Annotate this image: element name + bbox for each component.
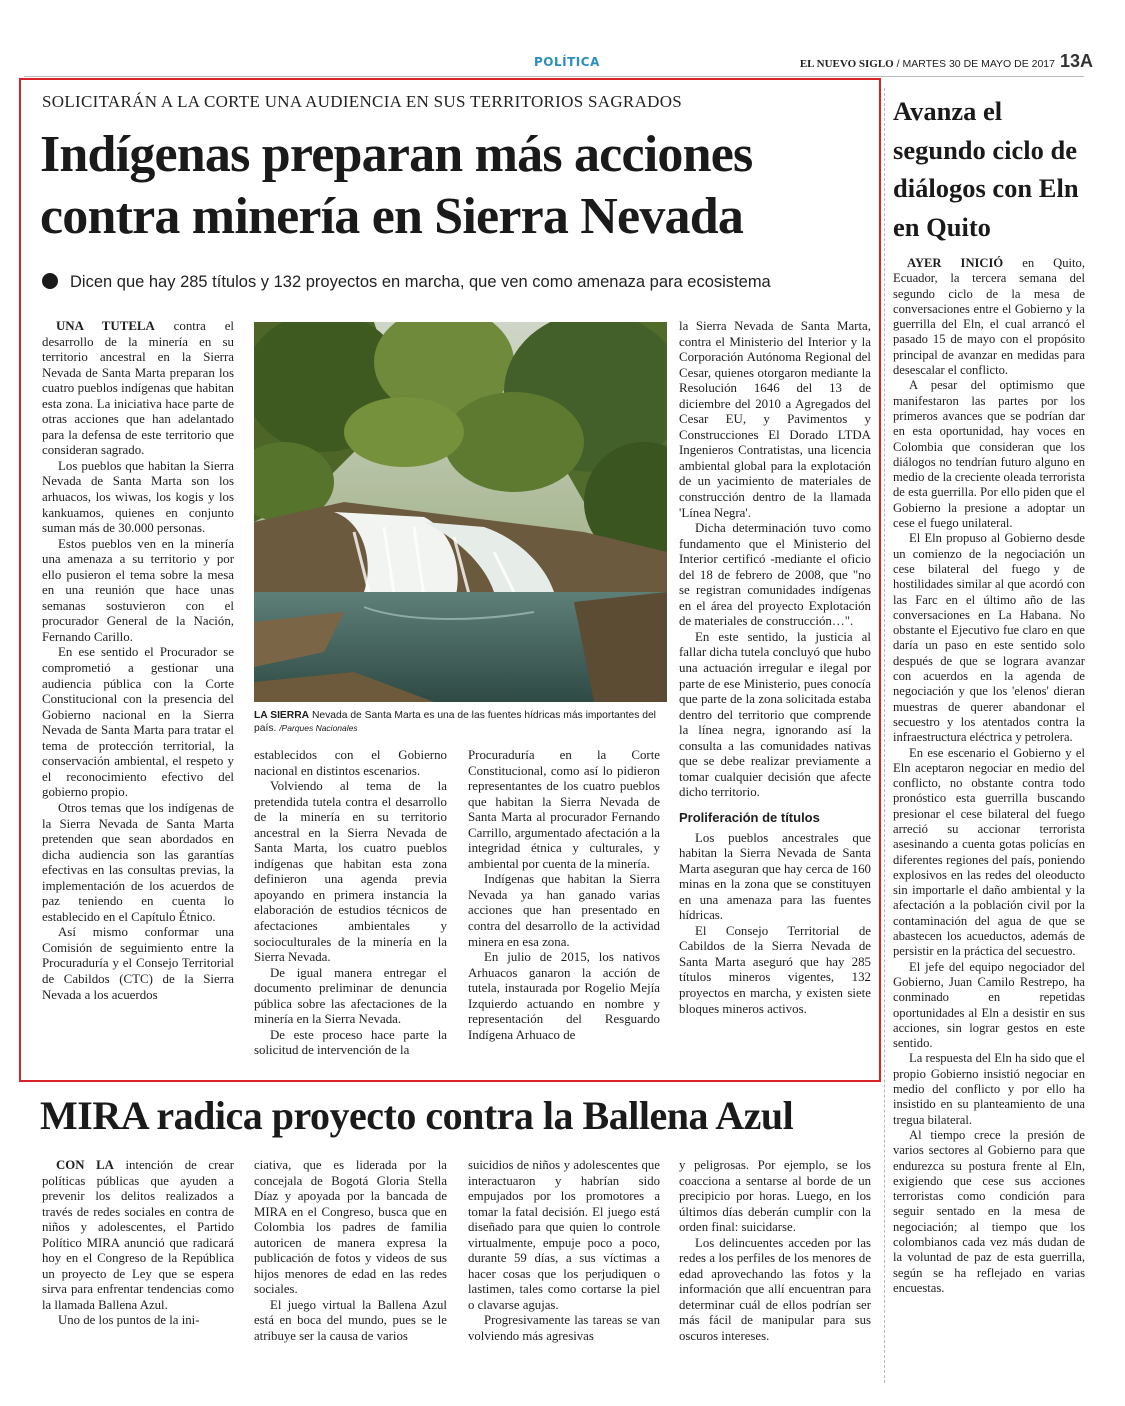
paragraph: Otros temas que los indígenas de la Sierra Nevada de Santa Marta pretenden que sean abordados en dicha audiencia son las garantías efectivas en las consultas previas, la implementación de los acuerdos de paz teniendo en cuenta lo establecido en el Capítulo Étnico. — [42, 800, 234, 924]
main-headline-line2: contra minería en Sierra Nevada — [40, 188, 744, 245]
paragraph: Estos pueblos ven en la minería una amenaza a su territorio y por ello pusieron el tema sobre la mesa en una reunión que hace unas semanas sostuvieron con el procurador General de la Nación, Fernando Carillo. — [42, 536, 234, 644]
mira-column-4 — [679, 1158, 871, 1345]
mira-headline: MIRA radica proyecto contra la Ballena Azul — [40, 1093, 794, 1138]
paragraph: En ese sentido el Procurador se comprometió a gestionar una audiencia pública con la Corte Constitucional con la presencia del Gobierno nacional en la Sierra Nevada de Santa Marta para tratar el tema de protección territorial, la conservación ambiental, el respeto y el reconocimiento efectivo del gobierno propio. — [42, 645, 234, 800]
main-kicker: SOLICITARÁN A LA CORTE UNA AUDIENCIA EN SUS TERRITORIOS SAGRADOS — [42, 92, 683, 111]
paragraph: Progresivamente las tareas se van volviendo más agresivas — [468, 1313, 660, 1344]
main-headline — [40, 124, 870, 248]
caption-text: Nevada de Santa Marta es una de las fuentes hídricas más importantes del país. — [254, 710, 656, 734]
paragraph: suicidios de niños y adolescentes que interactuaron y habrían sido empujados por los promotores a tomar la fatal decisión. El juego está diseñado para que quien lo controle virtualmente, empuje poco a poco, durante 59 días, a sus víctimas a hacer cosas que los perjudiquen o lastimen, tales como cortarse la piel o clavarse agujas. — [468, 1158, 660, 1312]
main-subhead-text: Dicen que hay 285 títulos y 132 proyectos en marcha, que ven como amenaza para ecosistema — [70, 273, 771, 291]
paragraph: y peligrosas. Por ejemplo, se los coacciona a sentarse al borde de un precipicio por horas. Luego, en los últimos días deberán cumplir con la orden final: suicidarse. — [679, 1158, 871, 1235]
paragraph — [893, 256, 1085, 378]
paragraph: El Consejo Territorial de Cabildos de la Sierra Nevada de Santa Marta aseguró que hay 285 títulos mineros vigentes, 132 proyectos en marcha, y existen siete bloques mineros activos. — [679, 923, 871, 1016]
mira-column-2 — [254, 1158, 447, 1345]
paragraph: Los pueblos ancestrales que habitan la Sierra Nevada de Santa Marta aseguran que hay cerca de 160 minas en la zona que se constituyen en una amenaza para las fuentes hídricas. — [679, 830, 871, 923]
paragraph: ciativa, que es liderada por la concejala de Bogotá Gloria Stella Díaz y apoyada por la bancada de MIRA en el Congreso, busca que en Colombia los padres de familia autoricen de manera expresa la publicación de fotos y videos de sus hijos menores de edad en las redes sociales. — [254, 1158, 447, 1297]
main-column-3 — [468, 748, 660, 1043]
main-column-1 — [42, 319, 234, 1003]
lead-in: UNA TUTELA — [56, 319, 155, 333]
waterfall-photo — [254, 322, 667, 702]
sidebar-column — [893, 256, 1085, 1296]
page-number: 13A — [1060, 51, 1094, 71]
paragraph: Así mismo conformar una Comisión de seguimiento entre la Procuraduría y el Consejo Territorial de Cabildos (CTC) de la Sierra Nevada a los acuerdos — [42, 925, 234, 1002]
masthead-info — [800, 58, 1055, 70]
lead-in: AYER INICIÓ — [907, 256, 1004, 270]
paragraph: Los pueblos que habitan la Sierra Nevada de Santa Marta son los arhuacos, los wiwas, los kogis y los kankuamos, quienes en conjunto suman más de 30.000 personas. — [42, 458, 234, 536]
paragraph — [42, 319, 234, 459]
main-subhead — [42, 273, 771, 292]
paragraph — [42, 1158, 234, 1313]
paragraph: la Sierra Nevada de Santa Marta, contra el Ministerio del Interior y la Corporación Autónoma Regional del Cesar, quienes otorgaron mediante la Resolución 1646 del 13 de diciembre del 2010 a Agregados del Cesar EU, y Pavimentos y Construcciones El Dorado LTDA Ingenieros Contratistas, una licencia ambiental global para la explotación de un yacimiento de materiales de construcción dentro de la llamada 'Línea Negra'. — [679, 319, 871, 520]
paragraph: La respuesta del Eln ha sido que el propio Gobierno insistió negociar en medio del conflicto y por ello ha insistido en su planteamiento de una tregua bilateral. — [893, 1051, 1085, 1127]
main-headline-line1: Indígenas preparan más acciones — [40, 126, 753, 183]
issue-date: / MARTES 30 DE MAYO DE 2017 — [893, 58, 1055, 70]
section-label: POLÍTICA — [534, 55, 600, 69]
paragraph: Dicha determinación tuvo como fundamento que el Ministerio del Interior certificó -mediante el oficio del 18 de febrero de 2008, que "no se registran comunidades indígenas en el área del proyecto Explotación de materiales de construcción…". — [679, 521, 871, 629]
waterfall-illustration — [254, 322, 667, 702]
paragraph: En este sentido, la justicia al fallar dicha tutela concluyó que hubo una actuación irregular e ilegal por parte de ese Ministerio, pues conocía que parte de la zona solicitada estaba dentro del territorio que comprende la línea negra, ignorando así la consulta a las comunidades nativas que se debe realizar previamente a tomar cualquier decisión que afecte dicho territorio. — [679, 629, 871, 800]
mira-column-1 — [42, 1158, 234, 1329]
paragraph: Uno de los puntos de la ini- — [58, 1313, 200, 1328]
bullet-icon — [42, 273, 58, 289]
lead-in: CON LA — [56, 1158, 114, 1172]
paragraph: El Eln propuso al Gobierno desde un comienzo de la negociación un cese bilateral del fuego y de hostilidades similar al que acordó con las Farc en el último año de las conversaciones en La Habana. No obstante el Ejecutivo fue claro en que daría un paso en este sentido solo después de que se lograra avanzar con acuerdos en la agenda de negociación y que los 'elenos' dieran muestras de querer abandonar el secuestro y los atentados contra la infraestructura eléctrica y petrolera. — [893, 531, 1085, 745]
paragraph: Al tiempo crece la presión de varios sectores al Gobierno para que endurezca su postura frente al Eln, exigiendo que cese sus acciones terroristas como condición para seguir sentado en la mesa de negociación; al tiempo que los colombianos cada vez más dudan de la voluntad de paz de esta guerrilla, según se ha reflejado en varias encuestas. — [893, 1127, 1085, 1295]
paragraph: Procuraduría en la Corte Constitucional, como así lo pidieron representantes de los cuatro pueblos que habitan la Sierra Nevada de Santa Marta al procurador Fernando Carrillo, argumentado afectación a la integridad étnica y culturales, y ambiental por cuenta de la minería. — [468, 748, 660, 871]
paragraph: El jefe del equipo negociador del Gobierno, Juan Camilo Restrepo, ha conminado en repetidas oportunidades al Eln a desistir en sus acciones, sin lograr gestos en este sentido. — [893, 959, 1085, 1051]
main-column-4 — [679, 319, 871, 1017]
section-subtitle: Proliferación de títulos — [679, 809, 820, 825]
paragraph: En julio de 2015, los nativos Arhuacos ganaron la acción de tutela, instaurada por Rogelio Mejía Izquierdo actuando en nombre y representación del Resguardo Indígena Arhuaco de — [468, 950, 660, 1042]
caption-lead: LA SIERRA — [254, 710, 310, 721]
photo-credit: /Parques Nacionales — [279, 723, 358, 733]
paragraph: Volviendo al tema de la pretendida tutela contra el desarrollo de la minería en su territorio ancestral en la Sierra Nevada de Santa Marta, los cuatro pueblos indígenas que habitan esta zona definieron una agenda previa apoyando en primera instancia la elaboración de estudios técnicos de afectaciones ambientales y socioculturales de la minería en la Sierra Nevada. — [254, 779, 447, 965]
paragraph: En ese escenario el Gobierno y el Eln aceptaron negociar en medio del conflicto, no obstante contra todo pronóstico esta guerrilla buscando presionar el cese bilateral del fuego arreció su accionar terrorista asesinando a cuenta gotas policías en diferentes regiones del país, poniendo explosivos en las redes del oleoducto sin importarle el daño ambiental y la afectación a la población civil por la contaminación del agua de que se abastecen los acueductos, además de persistir en la práctica del secuestro. — [893, 745, 1085, 959]
paragraph: El juego virtual la Ballena Azul está en boca del mundo, pues se le atribuye ser la causa de varios — [254, 1297, 447, 1344]
paragraph-text: en Quito, Ecuador, la tercera semana del segundo ciclo de la mesa de conversaciones entre el Gobierno y la guerrilla del Eln, el cual arrancó el pasado 15 de mayo con el propósito principal de avanzar en medidas para desescalar el conflicto. — [893, 256, 1085, 378]
sidebar-divider — [884, 88, 885, 1383]
newspaper-name: EL NUEVO SIGLO — [799, 58, 894, 70]
paragraph-text: intención de crear políticas públicas que ayuden a prevenir los delitos realizados a través de redes sociales en contra de niños y adolescentes, el Partido Político MIRA anunció que radicará hoy en el Congreso de la República un proyecto de Ley que se espera sirva para enfrentar tendencias como la llamada Ballena Azul. — [42, 1158, 234, 1312]
mira-column-3 — [468, 1158, 660, 1345]
main-column-2 — [254, 748, 447, 1059]
photo-caption — [254, 709, 668, 735]
sidebar-headline: Avanza el segundo ciclo de diálogos con Eln en Quito — [893, 96, 1079, 242]
paragraph-text: contra el desarrollo de la minería en su territorio ancestral en la Sierra Nevada de Santa Marta preparan los cuatro pueblos indígenas que habitan esta zona. La iniciativa hace parte de otras acciones que han adelantado para la defensa de este territorio que consideran sagrado. — [42, 319, 234, 458]
top-rule — [24, 76, 1084, 77]
paragraph: De igual manera entregar el documento preliminar de denuncia pública sobre las afectaciones de la minería en la Sierra Nevada. — [254, 965, 447, 1027]
paragraph: establecidos con el Gobierno nacional en distintos escenarios. — [254, 748, 447, 778]
paragraph: A pesar del optimismo que manifestaron las partes por los primeros avances que se podrían dar en esta oportunidad, hay voces en Colombia que consideran que los diálogos no tendrían futuro alguno en medio de la creciente oleada terrorista de esta guerrilla. Por ello piden que el Gobierno la presione a adoptar un cese el fuego unilateral. — [893, 378, 1085, 531]
paragraph: Indígenas que habitan la Sierra Nevada ya han ganado varias acciones que han presentado en contra del desarrollo de la actividad minera en esa zona. — [468, 872, 660, 949]
paragraph: De este proceso hace parte la solicitud de intervención de la — [254, 1027, 447, 1058]
paragraph: Los delincuentes acceden por las redes a los perfiles de los menores de edad aprovechando las fotos y la información que allí encuentran para determinar cuál de ellos podrían ser más fácil de manipular para sus oscuros intereses. — [679, 1235, 871, 1344]
